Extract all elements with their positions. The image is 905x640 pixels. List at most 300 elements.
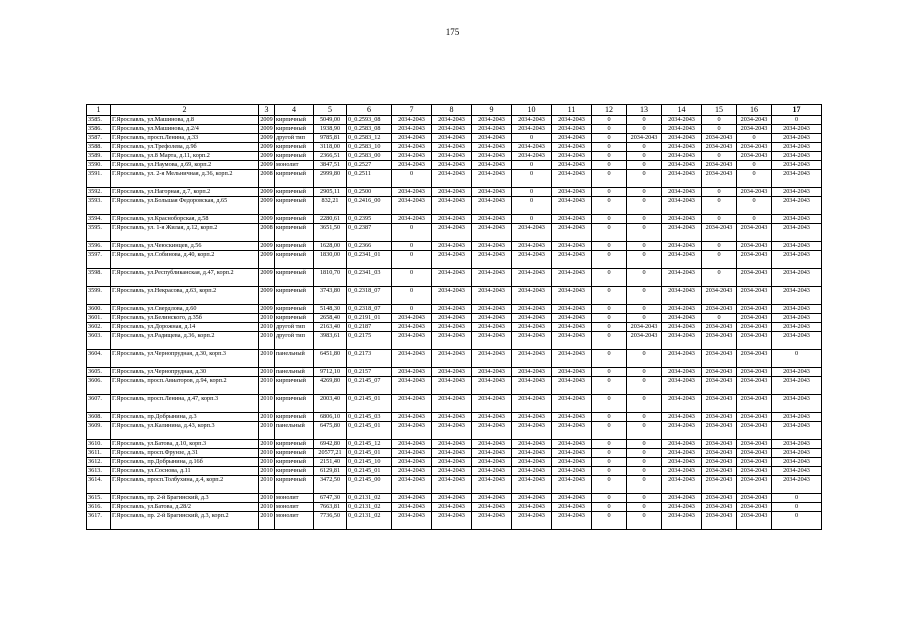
address-cell: Г.Ярославль, ул.Некрасова, д.63, корп.2 [111,287,259,305]
table-cell: 3586. [87,125,111,134]
table-cell: 2034-2043 [627,332,662,350]
table-cell: 2034-2043 [472,440,512,449]
table-row [87,188,822,197]
table-cell: 2905,11 [314,188,347,197]
table-cell: 2009 [260,134,273,141]
table-cell: 2034-2043 [472,170,512,188]
table-cell: монолит [275,161,314,170]
table-cell: кирпичный [275,251,314,269]
table-cell: 2034-2043 [552,242,592,251]
table-row [87,368,822,377]
table-cell: 2163,40 [314,323,347,332]
table-cell: 2034-2043 [737,143,772,152]
table-cell: 2034-2043 [512,125,552,134]
table-cell: кирпичный [275,476,314,494]
table-cell: 2010 [259,512,275,530]
table-cell: 2658,40 [314,314,347,323]
table-cell: 0 [512,215,552,224]
table-cell: кирпичный [275,170,314,188]
table-cell: 0_0.2191_01 [347,314,392,323]
table-cell: 2034-2043 [702,305,737,314]
table-cell: 2034-2043 [772,134,822,143]
table-cell: 2034-2043 [662,224,702,242]
table-cell: 3472,50 [314,476,347,494]
column-header-14: 14 [662,105,702,116]
table-cell: 3592. [87,188,111,197]
table-cell: 2034-2043 [662,269,702,287]
table-cell: 2010 [259,395,275,413]
table-cell: кирпичный [275,440,314,449]
table-cell: 0 [592,287,627,305]
table-cell: 2034-2043 [772,152,822,161]
table-cell: 2034-2043 [552,116,592,125]
table-cell: 2034-2043 [512,449,552,458]
table-cell: 2034-2043 [737,152,772,161]
table-cell: 5049,00 [314,116,347,125]
table-row [87,377,822,395]
table-row [87,134,822,143]
address-cell: Г.Ярославль, просп.Авиаторов, д.94, корп.2 [111,377,259,395]
table-cell: 2034-2043 [662,413,702,422]
table-cell: 2034-2043 [737,440,772,449]
table-cell: 2034-2043 [662,332,702,350]
table-cell: 2034-2043 [432,332,472,350]
table-cell: 0_0.2583_08 [347,125,392,134]
table-cell: 2034-2043 [432,287,472,305]
address-cell: Г.Ярославль, ул.Собинова, д.40, корп.2 [111,251,259,269]
table-cell: 2034-2043 [702,413,737,422]
table-cell: 2034-2043 [392,377,432,395]
table-cell: 2034-2043 [662,395,702,413]
table-cell: 2034-2043 [737,512,772,530]
address-cell: Г.Ярославль, ул.Нагорная, д.7, корп.2 [111,188,259,197]
table-cell: 2034-2043 [662,215,702,224]
table-cell: 2010 [259,350,275,368]
table-cell: 0 [592,188,627,197]
table-cell: 0 [592,458,627,467]
table-cell: 2034-2043 [512,422,552,440]
column-header-6: 6 [347,105,392,116]
table-cell: 3611. [87,449,111,458]
table-cell: 1938,90 [314,125,347,134]
table-cell: 2034-2043 [737,476,772,494]
table-cell: 2034-2043 [432,422,472,440]
table-cell: 0 [592,503,627,512]
table-cell: 2034-2043 [737,368,772,377]
table-cell: 2034-2043 [772,332,822,350]
table-cell: 0 [627,170,662,188]
table-cell: 2034-2043 [472,269,512,287]
table-cell: 0 [627,215,662,224]
table-cell: 2034-2043 [552,395,592,413]
table-cell: 2034-2043 [392,458,432,467]
table-cell: 2034-2043 [432,476,472,494]
table-cell: 2034-2043 [662,377,702,395]
table-cell: 0 [592,476,627,494]
table-cell: 2034-2043 [552,368,592,377]
table-row [87,350,822,368]
address-cell: Г.Ярославль, ул. 1-я Жилая, д.12, корп.2 [111,224,259,242]
table-cell: 2034-2043 [392,116,432,125]
table-cell: 2034-2043 [432,440,472,449]
table-cell: 1830,00 [314,251,347,269]
table-cell: панельный [275,350,314,368]
table-cell: 7736,50 [314,512,347,530]
table-cell: 2010 [260,368,273,375]
table-cell: 0_0.2583_10 [347,143,392,152]
table-cell: 0_0.2318_07 [347,305,392,314]
column-header-4: 4 [275,105,314,116]
table-cell: 2034-2043 [392,197,432,215]
table-cell: 2034-2043 [552,305,592,314]
table-cell: 2034-2043 [432,188,472,197]
column-header-7: 7 [392,105,432,116]
table-cell: 832,21 [314,197,347,215]
table-cell: 2009 [260,215,273,222]
table-cell: 2034-2043 [512,350,552,368]
table-cell: 2034-2043 [552,476,592,494]
table-cell: 2034-2043 [552,314,592,323]
table-cell: 2034-2043 [432,161,472,170]
table-cell: 2034-2043 [772,377,822,395]
table-cell: 0 [702,116,737,125]
table-cell: 0_0.2131_02 [347,512,392,530]
table-cell: 2034-2043 [662,143,702,152]
table-cell: 2034-2043 [472,134,512,143]
table-cell: 0 [627,143,662,152]
table-cell: 3610. [87,440,111,449]
table-cell: 0_0.2527 [347,161,392,170]
table-cell: 2034-2043 [737,305,772,314]
table-row [87,314,822,323]
table-cell: 2010 [260,440,273,447]
column-header-12: 12 [592,105,627,116]
table-cell: кирпичный [275,314,314,323]
table-cell: 2034-2043 [512,467,552,476]
table-cell: 0_0.2175 [347,332,392,350]
address-cell: Г.Ярославль, ул.Красноборская, д.58 [111,215,259,224]
table-cell: 2034-2043 [772,269,822,287]
table-cell: 0 [592,125,627,134]
table-cell: 2034-2043 [772,305,822,314]
column-header-1: 1 [87,105,111,116]
table-cell: 2034-2043 [512,413,552,422]
table-cell: 2034-2043 [472,467,512,476]
table-cell: 2034-2043 [392,134,432,143]
table-cell: кирпичный [275,269,314,287]
table-cell: 0 [627,440,662,449]
table-cell: 2034-2043 [472,215,512,224]
table-cell: 0 [702,251,737,269]
table-cell: 2034-2043 [772,314,822,323]
table-cell: 2034-2043 [702,323,737,332]
table-cell: 2034-2043 [392,368,432,377]
table-cell: 2034-2043 [552,323,592,332]
table-cell: 0 [592,377,627,395]
table-cell: 2034-2043 [432,368,472,377]
table-cell: 0_0.2395 [347,215,392,224]
table-cell: 0 [392,224,432,242]
table-cell: 0_0.2145_00 [347,476,392,494]
table-cell: 2034-2043 [552,152,592,161]
table-cell: 0 [392,170,432,188]
table-cell: 3602. [87,323,111,332]
address-cell: Г.Ярославль, пр. 2-й Брагинский, д.3, корп.2 [111,512,259,530]
table-cell: 2034-2043 [392,512,432,530]
address-cell: Г.Ярославль, просп.Фрунзе, д.31 [111,449,259,458]
table-cell: 0 [512,197,552,215]
table-cell: монолит [275,512,314,530]
table-cell: 2003,40 [314,395,347,413]
table-cell: 0 [592,314,627,323]
table-cell: 0 [627,242,662,251]
table-cell: 2034-2043 [512,314,552,323]
table-cell: кирпичный [275,116,314,125]
table-cell: 6942,80 [314,440,347,449]
table-cell: 0 [592,422,627,440]
table-row [87,305,822,314]
table-cell: 2034-2043 [772,251,822,269]
table-cell: 2034-2043 [472,449,512,458]
table-cell: 3585. [87,116,111,125]
table-cell: 2034-2043 [737,251,772,269]
table-cell: 2008 [259,170,275,188]
table-cell: 0 [592,161,627,170]
table-row [87,440,822,449]
table-cell: 0 [592,332,627,350]
table-cell: 2010 [260,314,273,321]
table-cell: 2034-2043 [432,134,472,143]
address-cell: Г.Ярославль, просп.Толбухина, д.4, корп.2 [111,476,259,494]
table-cell: 5148,30 [314,305,347,314]
table-cell: 2010 [259,332,275,350]
table-cell: кирпичный [275,152,314,161]
table-cell: 2009 [260,305,273,312]
table-cell: 0_0.2145_07 [347,377,392,395]
table-cell: 2034-2043 [662,251,702,269]
table-cell: 3594. [87,215,111,224]
table-cell: 2034-2043 [432,242,472,251]
table-cell: 0_0.2583_12 [347,134,392,143]
address-cell: Г.Ярославль, ул.8 Марта, д.11, корп.2 [111,152,259,161]
table-cell: 2034-2043 [702,449,737,458]
table-cell: 3588. [87,143,111,152]
table-cell: кирпичный [275,188,314,197]
address-cell: Г.Ярославль, ул.Батова, д.10, корп.3 [111,440,259,449]
table-cell: 2009 [260,125,273,132]
table-cell: другой тип [275,134,314,143]
table-cell: 2034-2043 [432,143,472,152]
table-row [87,152,822,161]
table-cell: другой тип [275,323,314,332]
address-cell: Г.Ярославль, ул.Дорожная, д.14 [111,323,259,332]
table-cell: 2034-2043 [662,152,702,161]
address-cell: Г.Ярославль, ул.Радищева, д.36, корп.2 [111,332,259,350]
table-cell: кирпичный [275,125,314,134]
table-cell: 2034-2043 [737,467,772,476]
table-cell: 2034-2043 [432,269,472,287]
table-cell: 0 [592,170,627,188]
table-cell: 2034-2043 [702,350,737,368]
table-row [87,449,822,458]
table-cell: 2034-2043 [662,512,702,530]
table-cell: 0 [627,152,662,161]
table-cell: 2034-2043 [472,116,512,125]
table-cell: 0 [592,368,627,377]
table-cell: 2034-2043 [472,314,512,323]
table-cell: 0_0.2416_00 [347,197,392,215]
table-cell: 2010 [260,467,273,474]
table-cell: 2010 [260,494,273,501]
table-cell: 2034-2043 [662,134,702,143]
table-cell: 0 [702,152,737,161]
column-header-10: 10 [512,105,552,116]
table-cell: 0 [592,305,627,314]
table-cell: 3605. [87,368,111,377]
table-cell: 2034-2043 [392,467,432,476]
table-cell: 2034-2043 [737,125,772,134]
table-cell: 2034-2043 [662,287,702,305]
table-cell: 2034-2043 [662,161,702,170]
table-cell: 2034-2043 [662,323,702,332]
table-cell: 2034-2043 [552,413,592,422]
table-cell: 2034-2043 [512,494,552,503]
table-cell: 2034-2043 [552,332,592,350]
table-cell: 2034-2043 [662,368,702,377]
table-cell: 2034-2043 [737,323,772,332]
address-cell: Г.Ярославль, просп.Ленина, д.33 [111,134,259,143]
table-cell: 2034-2043 [512,287,552,305]
table-cell: 2366,51 [314,152,347,161]
table-cell: 3597. [87,251,111,269]
table-cell: 2034-2043 [392,323,432,332]
table-cell: 2034-2043 [432,170,472,188]
table-cell: 2034-2043 [737,314,772,323]
table-cell: 2034-2043 [472,305,512,314]
table-cell: 2034-2043 [512,476,552,494]
table-cell: 0 [627,368,662,377]
table-cell: 2009 [260,242,273,249]
table-cell: 3612. [87,458,111,467]
table-cell: 2034-2043 [472,413,512,422]
table-cell: 2034-2043 [737,350,772,368]
table-cell: 2034-2043 [432,314,472,323]
table-cell: 2034-2043 [552,512,592,530]
table-cell: 0 [627,458,662,467]
table-cell: 3596. [87,242,111,251]
table-row [87,215,822,224]
table-cell: 2034-2043 [772,170,822,188]
table-cell: 0 [737,134,772,143]
table-cell: 0 [592,323,627,332]
table-cell: 0 [627,251,662,269]
table-cell: 0_0.2318_07 [347,287,392,305]
table-cell: 0 [627,494,662,503]
address-cell: Г.Ярославль, просп.Ленина, д.47, корп.3 [111,395,259,413]
table-cell: 2034-2043 [432,350,472,368]
table-cell: 2034-2043 [472,377,512,395]
table-cell: 2010 [259,476,275,494]
table-cell: 2034-2043 [702,395,737,413]
table-cell: 2034-2043 [702,224,737,242]
table-cell: 0_0.2131_02 [347,503,392,512]
table-cell: 3613. [87,467,111,476]
table-cell: 2034-2043 [662,476,702,494]
table-cell: 2034-2043 [702,476,737,494]
table-cell: 0 [702,197,737,215]
column-header-13: 13 [627,105,662,116]
table-cell: 0_0.2131_02 [347,494,392,503]
table-cell: 2034-2043 [432,395,472,413]
table-cell: 2034-2043 [392,503,432,512]
table-cell: 2034-2043 [772,458,822,467]
table-cell: 0 [392,269,432,287]
address-cell: Г.Ярославль, ул.Машинова, д.2/4 [111,125,259,134]
table-cell: кирпичный [275,413,314,422]
table-cell: 0 [627,269,662,287]
table-cell: кирпичный [275,215,314,224]
table-cell: 0_0.2157 [347,368,392,377]
table-cell: 2034-2043 [772,440,822,449]
table-cell: 2034-2043 [662,188,702,197]
table-cell: 0 [702,215,737,224]
table-cell: 0 [702,242,737,251]
table-cell: 6451,80 [314,350,347,368]
table-cell: 2034-2043 [392,449,432,458]
table-cell: 3598. [87,269,111,287]
table-row [87,503,822,512]
table-cell: 2010 [259,422,275,440]
table-cell: 2034-2043 [472,350,512,368]
table-cell: 2034-2043 [737,413,772,422]
table-body [87,116,822,530]
table-cell: 3595. [87,224,111,242]
table-cell: 2009 [259,287,275,305]
table-cell: 2034-2043 [512,323,552,332]
table-cell: 2034-2043 [552,440,592,449]
table-cell: 0_0.2145_01 [347,422,392,440]
table-cell: 0_0.2145_12 [347,440,392,449]
table-cell: 2034-2043 [772,323,822,332]
table-cell: 0 [627,512,662,530]
table-cell: 0_0.2387 [347,224,392,242]
table-row [87,116,822,125]
table-cell: 3591. [87,170,111,188]
table-cell: 0 [592,350,627,368]
table-cell: 3589. [87,152,111,161]
address-cell: Г.Ярославль, ул.Республиканская, д.47, корп.2 [111,269,259,287]
table-cell: 6475,80 [314,422,347,440]
table-cell: 0_0.2145_01 [347,467,392,476]
table-cell: 2034-2043 [472,476,512,494]
address-cell: Г.Ярославль, ул.Наумова, д.69, корп.2 [111,161,259,170]
table-cell: панельный [275,422,314,440]
table-cell: 2034-2043 [432,467,472,476]
table-cell: 2034-2043 [392,125,432,134]
table-cell: 0_0.2145_10 [347,458,392,467]
table-row [87,422,822,440]
table-cell: 2034-2043 [662,314,702,323]
table-cell: 2034-2043 [472,332,512,350]
table-cell: 0 [592,494,627,503]
table-cell: панельный [275,368,314,377]
table-cell: 2009 [260,116,273,123]
table-cell: 2010 [259,377,275,395]
table-cell: 0 [512,188,552,197]
table-cell: 3608. [87,413,111,422]
table-cell: 0 [592,143,627,152]
table-cell: 2034-2043 [772,395,822,413]
